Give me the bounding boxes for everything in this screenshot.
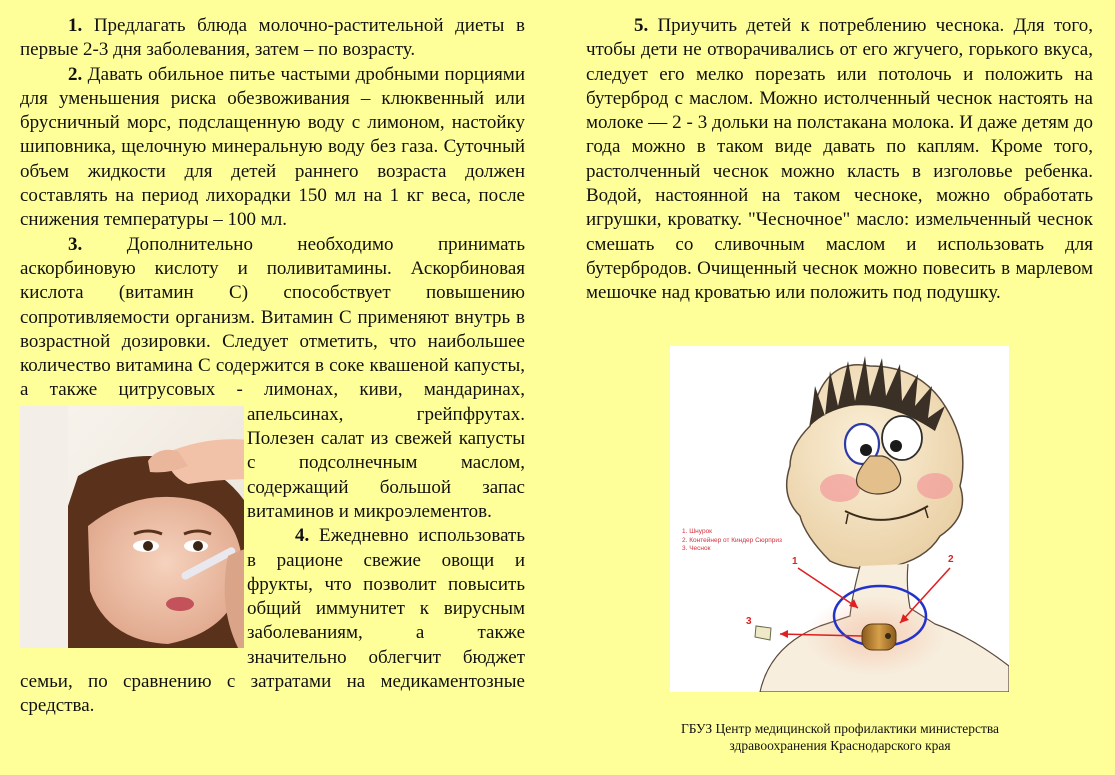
legend-item: 2. Контейнер от Киндер Сюрприз — [682, 536, 783, 544]
paragraph-text: Ежедневно использовать в рационе свежие овощи и фрукты, что позволит повысить общий иммунитет к вирусным заболеваниям, а также значительно облегчит бюджет семьи, по сравнению с затратами на медикаментозные средства. — [20, 525, 525, 717]
paragraph-text: мандаринах, апельсинах, грейпфрутах. Полезен салат из свежей капусты с подсолнечным маслом, содержащий большой запас витаминов и микроэлементов. — [247, 379, 525, 522]
caption-line: ГБУЗ Центр медицинской профилактики министерства — [680, 721, 1000, 736]
item-number: 3. — [68, 233, 83, 255]
item-number: 1. — [68, 15, 83, 36]
marker-1: 1 — [792, 556, 798, 567]
right-column — [586, 14, 1093, 306]
paragraph-text: Дополнительно необходимо принимать аскорбиновую кислоту и поливитамины. Аскорбиновая кислота (витамин С) способствует повышению сопротивляемости организм. Витамин С применяют внутрь в возрастной дозировки. Следует отметить, что наибольшее количество витамина С содержится в соке квашеной капусты, а также цитрусовых - лимонах, киви, — [20, 233, 525, 401]
illustration-legend — [682, 528, 782, 554]
garlic-necklace-illustration — [670, 346, 1009, 692]
left-column — [20, 14, 525, 719]
item-number: 5. — [634, 15, 649, 36]
item-number: 4. — [295, 525, 310, 547]
cartoon-drawing — [670, 346, 1009, 692]
publisher-caption — [620, 720, 1060, 754]
paragraph-text: Приучить детей к потреблению чеснока. Для того, чтобы дети не отворачивались от его жгучего, горького вкуса, следует его мелко порезать или потолочь и положить на бутерброд с маслом. Можно истолченный чеснок настоять на молоке — 2 - 3 дольки на полстакана молока. И даже детям до года можно в таком виде давать по каплям. Кроме того, растолченный чеснок можно класть в изголовье ребенка. Водой, настоянной на таком чесноке, можно обработать игрушки, кроватку. "Чесночное" масло: измельченный чеснок смешать со сливочным маслом и использовать для бутербродов. Очищенный чеснок можно повесить в марлевом мешочке над кроватью или положить под подушку. — [586, 15, 1093, 304]
marker-2: 2 — [948, 554, 954, 565]
item-number: 2. — [68, 63, 83, 85]
legend-item: 1. Шнурок — [682, 528, 713, 535]
photo-drawing — [68, 406, 244, 648]
paragraph-1 — [20, 14, 525, 63]
paragraph-text: Предлагать блюда молочно-растительной диеты в первые 2-3 дня заболевания, затем – по возрасту. — [20, 15, 525, 61]
child-thermometer-photo — [20, 406, 244, 648]
marker-3: 3 — [746, 616, 752, 627]
paragraph-text: Давать обильное питье частыми дробными порциями для уменьшения риска обезвоживания – клюквенный или брусничный морс, подслащенную воду с лимоном, настойку шиповника, щелочную минеральную воду без газа. Суточный объем жидкости для детей раннего возраста должен составлять на период лихорадки 150 мл на 1 кг веса, после снижения температуры – 100 мл. — [20, 63, 525, 231]
legend-item: 3. Чеснок — [682, 545, 711, 552]
paragraph-5 — [586, 14, 1093, 306]
caption-line: здравоохранения Краснодарского края — [729, 738, 951, 753]
paragraph-3 — [20, 233, 525, 525]
paragraph-2 — [20, 63, 525, 233]
